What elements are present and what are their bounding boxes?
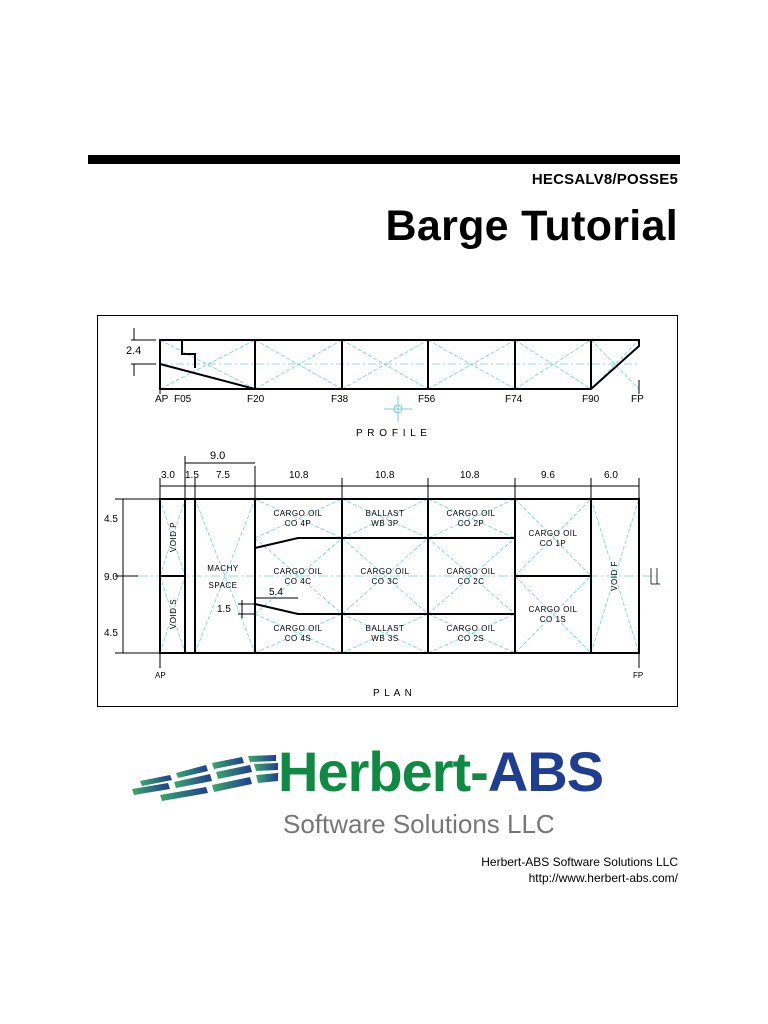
inner-dim: 5.4 bbox=[269, 587, 283, 598]
logo-grid-icon bbox=[130, 755, 280, 805]
length-dim: 3.0 bbox=[161, 470, 175, 481]
end-label: FP bbox=[633, 671, 644, 680]
tank-label: CO 1S bbox=[539, 615, 567, 624]
frame-label: F90 bbox=[582, 394, 600, 405]
tank-label: CO 2C bbox=[457, 577, 485, 586]
tank-label: VOID F bbox=[610, 561, 619, 591]
top-rule bbox=[88, 155, 680, 164]
length-dim-labels bbox=[161, 470, 618, 481]
frame-label: F20 bbox=[247, 394, 265, 405]
frame-label: F56 bbox=[418, 394, 436, 405]
tank-label: CO 4S bbox=[284, 634, 312, 643]
profile-view bbox=[126, 328, 644, 439]
frame-label: AP bbox=[155, 394, 169, 405]
length-dim: 7.5 bbox=[216, 470, 230, 481]
plan-end-ticks bbox=[160, 653, 639, 668]
breadth-dim: 9.0 bbox=[104, 572, 118, 583]
tank-label: WB 3P bbox=[371, 519, 399, 528]
tank-label: CO 3C bbox=[371, 577, 399, 586]
tank-label: CO 4C bbox=[284, 577, 312, 586]
frame-label: FP bbox=[631, 394, 644, 405]
tank-label: VOID P bbox=[169, 521, 178, 553]
logo-wordmark bbox=[278, 739, 603, 804]
company-url-link[interactable]: http://www.herbert-abs.com/ bbox=[528, 871, 678, 885]
tank-label: VOID S bbox=[169, 598, 178, 630]
tank-label: CARGO OIL bbox=[273, 567, 323, 576]
plan-view bbox=[104, 450, 660, 699]
profile-hull bbox=[160, 340, 639, 389]
end-label: AP bbox=[155, 671, 166, 680]
frame-label: F38 bbox=[331, 394, 349, 405]
plan-top-dimensions bbox=[160, 456, 639, 498]
doc-subtitle: HECSALV8/POSSE5 bbox=[531, 171, 678, 188]
logo-tagline: Software Solutions LLC bbox=[283, 809, 555, 839]
tank-label: CARGO OIL bbox=[360, 567, 410, 576]
crosshair-icon bbox=[384, 396, 412, 422]
tank-label: BALLAST bbox=[365, 624, 405, 633]
doc-title: Barge Tutorial bbox=[385, 202, 678, 250]
tank-label: BALLAST bbox=[365, 509, 405, 518]
overall-dim-label: 9.0 bbox=[210, 450, 226, 462]
tank-label: CO 2P bbox=[457, 519, 485, 528]
tank-label: CARGO OIL bbox=[446, 509, 496, 518]
length-dim: 10.8 bbox=[375, 470, 395, 481]
frame-label: F05 bbox=[174, 394, 192, 405]
tank-label: CO 1P bbox=[539, 539, 567, 548]
logo-word-green: Herbert- bbox=[278, 740, 488, 803]
plan-end-labels bbox=[155, 671, 643, 680]
herbert-abs-logo bbox=[130, 740, 690, 845]
tank-label: CO 2S bbox=[457, 634, 485, 643]
company-name: Herbert-ABS Software Solutions LLC bbox=[481, 855, 678, 869]
length-dim: 10.8 bbox=[460, 470, 480, 481]
tank-label: CARGO OIL bbox=[446, 567, 496, 576]
profile-diagonals bbox=[160, 340, 639, 389]
barge-drawing bbox=[97, 315, 678, 707]
tank-label: CARGO OIL bbox=[528, 605, 578, 614]
length-dim: 10.8 bbox=[289, 470, 309, 481]
length-dim: 1.5 bbox=[185, 470, 199, 481]
length-dim: 9.6 bbox=[541, 470, 555, 481]
logo-word-blue: ABS bbox=[487, 740, 604, 803]
tank-label: CARGO OIL bbox=[528, 529, 578, 538]
tank-label: SPACE bbox=[208, 581, 238, 590]
tank-label: CO 4P bbox=[284, 519, 312, 528]
tank-label: MACHY bbox=[207, 564, 239, 573]
breadth-dim: 4.5 bbox=[104, 514, 118, 525]
depth-dim-label: 2.4 bbox=[126, 345, 142, 357]
inner-dim-labels bbox=[217, 587, 283, 615]
length-dim: 6.0 bbox=[604, 470, 618, 481]
profile-label: P R O F I L E bbox=[356, 428, 428, 439]
inner-dim: 1.5 bbox=[217, 604, 231, 615]
tank-label: CARGO OIL bbox=[273, 624, 323, 633]
frame-labels bbox=[155, 394, 644, 405]
breadth-dim: 4.5 bbox=[104, 628, 118, 639]
plan-left-dimensions bbox=[115, 499, 160, 653]
breadth-dim-labels bbox=[104, 514, 118, 639]
tank-label: CARGO OIL bbox=[273, 509, 323, 518]
tank-label: CARGO OIL bbox=[446, 624, 496, 633]
barge-drawing-svg bbox=[98, 316, 677, 706]
plan-label: P L A N bbox=[373, 688, 413, 699]
tank-label: WB 3S bbox=[371, 634, 399, 643]
frame-label: F74 bbox=[505, 394, 523, 405]
